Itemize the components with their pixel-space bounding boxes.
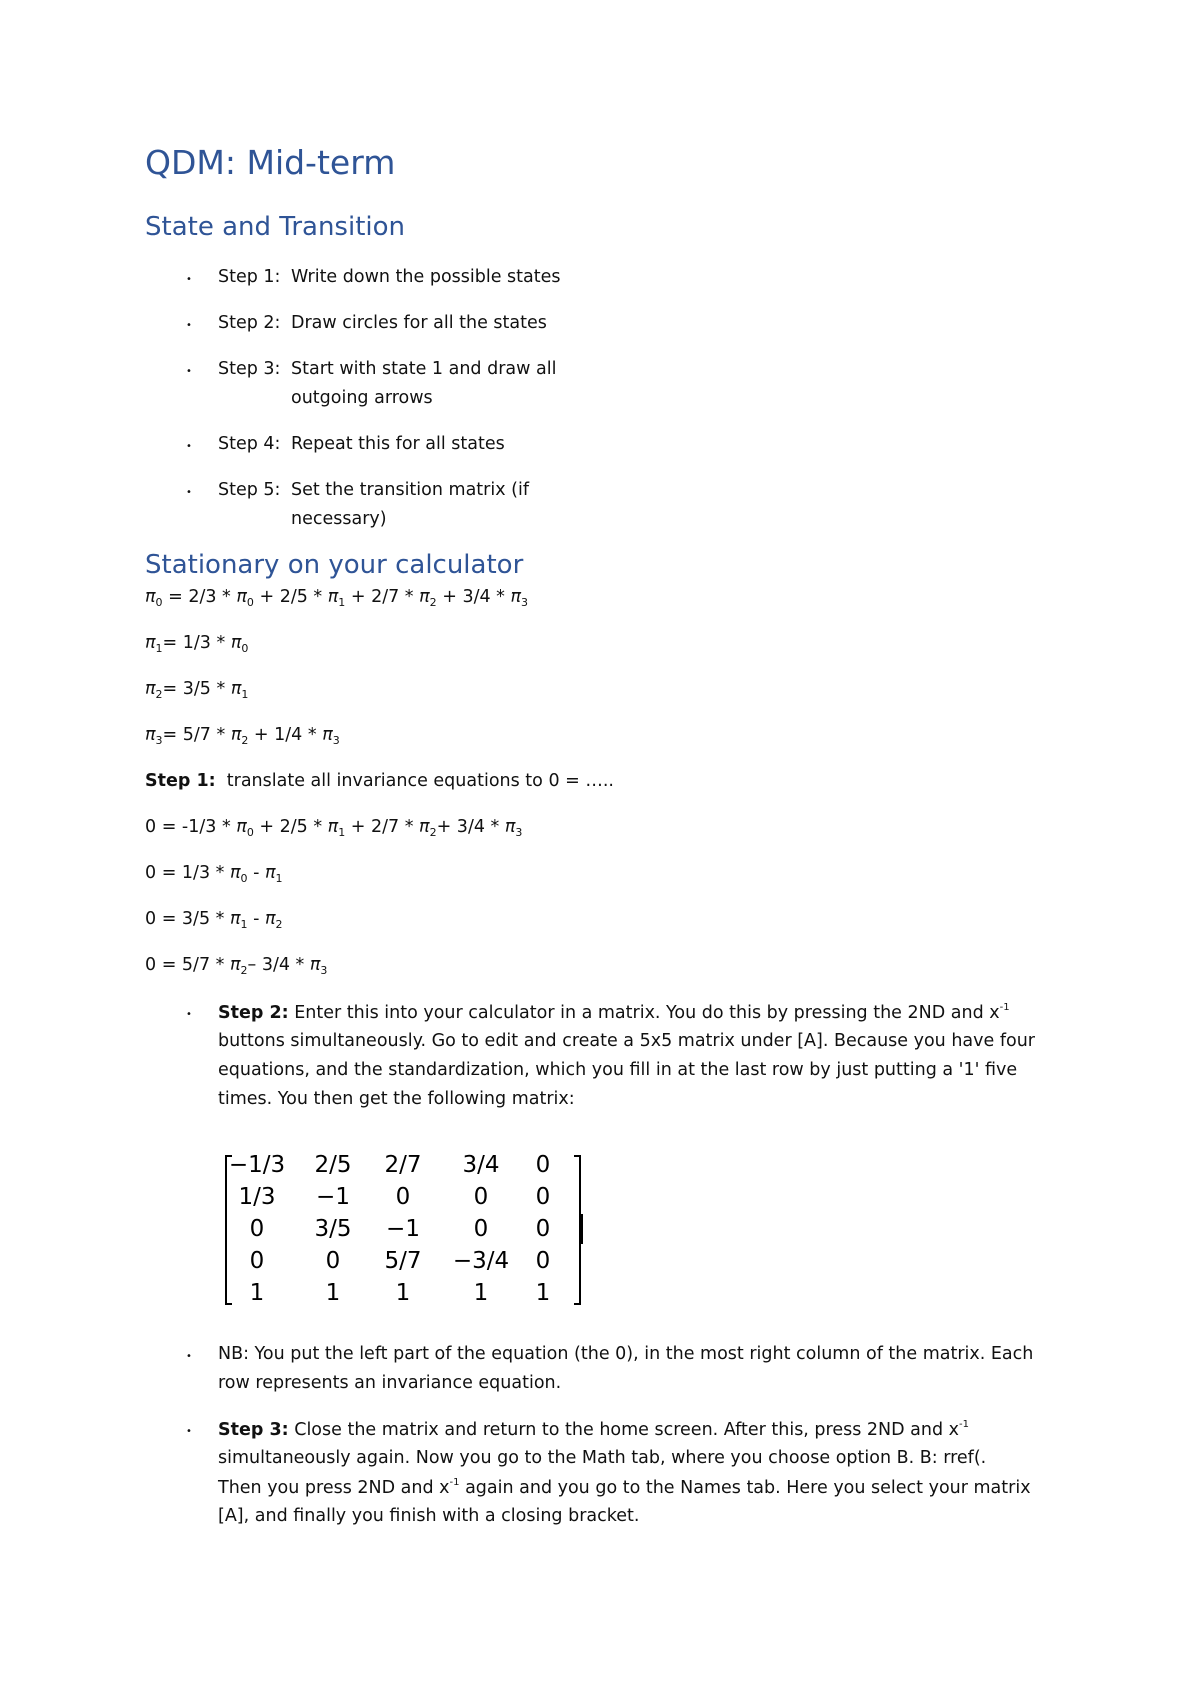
nb-paragraph-line: NB: You put the left part of the equation (the 0), in the most right column of the matrix. Each (218, 1344, 1034, 1364)
equation-line: $\pi_2= 3/5 * \pi_1$ (145, 679, 249, 701)
equation-line: $\pi_1= 1/3 * \pi_0$ (145, 633, 249, 655)
step3-paragraph-line: simultaneously again. Now you go to the Math tab, where you choose option B. B: rref(. (218, 1448, 987, 1468)
equation-line: $0 = 3/5 * \pi_1 - \pi_2$ (145, 909, 283, 931)
list-item: Step 4: Repeat this for all states (218, 434, 505, 454)
bullet-icon: • (186, 1009, 192, 1020)
bullet-icon: • (186, 366, 192, 377)
step2-paragraph-line: times. You then get the following matrix: (218, 1089, 575, 1109)
matrix-cell: 0 (325, 1248, 341, 1274)
step1-line: Step 1: translate all invariance equations to 0 = ….. (145, 771, 614, 791)
matrix-cell: 1 (535, 1280, 551, 1306)
step3-paragraph-line: Then you press 2ND and $x^{-1}$ again and you go to the Names tab. Here you select your matrix (218, 1477, 1031, 1498)
matrix-cell: 3/5 (314, 1216, 352, 1242)
bullet-icon: • (186, 441, 192, 452)
matrix-cell: 0 (535, 1216, 551, 1242)
matrix-cell: 1/3 (238, 1184, 276, 1210)
matrix-cell: −1 (316, 1184, 350, 1210)
list-item: Step 2: Draw circles for all the states (218, 313, 547, 333)
matrix-cell: 0 (249, 1248, 265, 1274)
matrix-cell: 2/5 (314, 1152, 352, 1178)
matrix-cell: −1/3 (228, 1152, 286, 1178)
bullet-icon: • (186, 320, 192, 331)
bullet-icon: • (186, 1351, 192, 1362)
matrix-cell: 0 (249, 1216, 265, 1242)
matrix-cell: 1 (473, 1280, 489, 1306)
nb-paragraph-line: row represents an invariance equation. (218, 1373, 562, 1393)
step3-paragraph-line: Step 3: Close the matrix and return to the home screen. After this, press 2ND and $x^{-1}$ (218, 1419, 970, 1440)
matrix-cell: 1 (249, 1280, 265, 1306)
equation-line: $0 = -1/3 * \pi_0 + 2/5 * \pi_1 + 2/7 * \pi_2+ 3/4 * \pi_3$ (145, 817, 523, 839)
step3-paragraph-line: [A], and finally you finish with a closing bracket. (218, 1506, 640, 1526)
list-item-continuation: outgoing arrows (291, 388, 433, 408)
matrix-cell: 3/4 (462, 1152, 500, 1178)
matrix-cell: −3/4 (452, 1248, 510, 1274)
matrix-cell: 5/7 (384, 1248, 422, 1274)
section-heading-state-transition: State and Transition (145, 212, 405, 242)
step2-paragraph-line: buttons simultaneously. Go to edit and create a 5x5 matrix under [A]. Because you have four (218, 1031, 1035, 1051)
list-item: Step 5: Set the transition matrix (if (218, 480, 529, 500)
equation-line: $0 = 1/3 * \pi_0 - \pi_1$ (145, 863, 283, 885)
matrix-figure (222, 1152, 584, 1308)
step2-paragraph-line: Step 2: Enter this into your calculator in a matrix. You do this by pressing the 2ND and $x^{-1}$ (218, 1002, 1010, 1023)
page-title: QDM: Mid-term (145, 143, 396, 182)
matrix-cell: 0 (535, 1248, 551, 1274)
matrix-cell: 2/7 (384, 1152, 422, 1178)
step2-paragraph-line: equations, and the standardization, which you fill in at the last row by just putting a '1' five (218, 1060, 1018, 1080)
matrix-cell: 0 (473, 1216, 489, 1242)
matrix-cell: 0 (395, 1184, 411, 1210)
matrix-cell: 0 (535, 1152, 551, 1178)
equation-line: $0 = 5/7 * \pi_2-$ $3/4 * \pi_3$ (145, 955, 328, 977)
bullet-icon: • (186, 1426, 192, 1437)
matrix-cell: 1 (395, 1280, 411, 1306)
matrix-cell: −1 (386, 1216, 420, 1242)
matrix-cell: 0 (535, 1184, 551, 1210)
list-item: Step 3: Start with state 1 and draw all (218, 359, 557, 379)
equation-line: $\pi_3= 5/7 * \pi_2 + 1/4 * \pi_3$ (145, 725, 340, 747)
bullet-icon: • (186, 274, 192, 285)
matrix-cell: 1 (325, 1280, 341, 1306)
section-heading-stationary: Stationary on your calculator (145, 550, 524, 580)
equation-line: $\pi_0 = 2/3 * \pi_0 + 2/5 * \pi_1 + 2/7 * \pi_2 + 3/4 * \pi_3$ (145, 587, 529, 609)
list-item-continuation: necessary) (291, 509, 387, 529)
list-item: Step 1: Write down the possible states (218, 267, 561, 287)
matrix-cell: 0 (473, 1184, 489, 1210)
bullet-icon: • (186, 487, 192, 498)
